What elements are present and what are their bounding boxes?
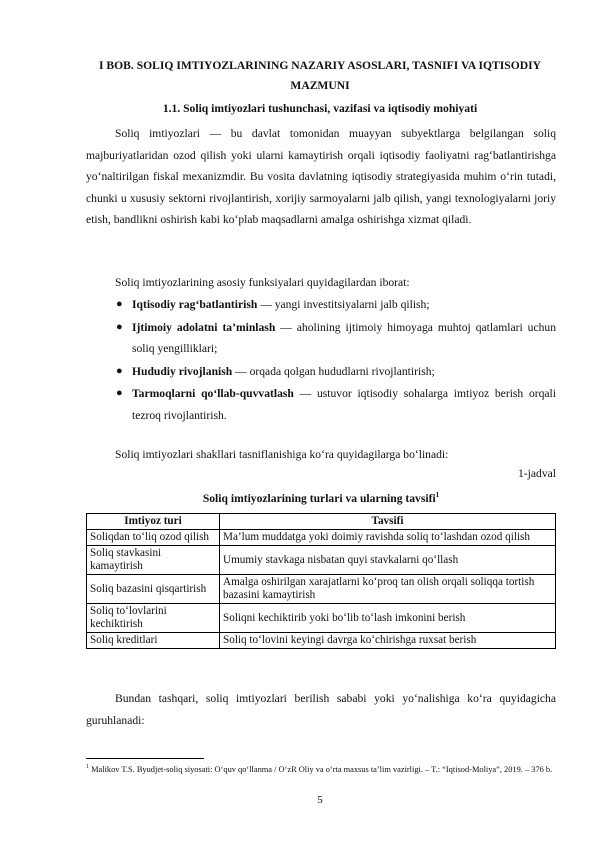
footnote-text: Malikov T.S. Byudjet-soliq siyosati: O‘quv qo‘llanma / O‘zR Oliy va o‘rta maxsus ta’lim vazirligi. – T.: “Iqtisod-Moliya”, 2019. – 376 b. <box>91 764 553 774</box>
footnote-ref: 1 <box>435 491 440 499</box>
table-cell: Soliqdan to‘liq ozod qilish <box>87 530 220 546</box>
functions-list <box>86 294 556 427</box>
table-title <box>86 487 556 507</box>
footnote <box>86 762 556 775</box>
table-row <box>87 575 556 604</box>
table-cell: Soliqni kechiktirib yoki bo‘lib to‘lash imkonini berish <box>220 604 556 633</box>
bullet-icon: ● <box>116 364 123 377</box>
chapter-title: I BOB. SOLIQ IMTIYOZLARINING NAZARIY ASOSLARI, TASNIFI VA IQTISODIY MAZMUNI <box>99 59 541 92</box>
table-title-text: Soliq imtiyozlarining turlari va ularning tavsifi <box>202 491 436 505</box>
table-cell: Soliq to‘lovlarini kechiktirish <box>87 604 220 633</box>
bullet-icon: ● <box>116 298 123 310</box>
page-number: 5 <box>317 794 323 806</box>
table-cell: Ma’lum muddatga yoki doimiy ravishda soliq to‘lashdan ozod qilish <box>220 530 556 546</box>
classification-intro: Soliq imtiyozlari shakllari tasniflanishiga ko‘ra quyidagilarga bo‘linadi: <box>115 448 449 461</box>
table-row <box>87 546 556 575</box>
table-cell: Soliq kreditlari <box>87 633 220 649</box>
list-item <box>86 383 556 426</box>
functions-intro: Soliq imtiyozlarining asosiy funksiyalari quyidagilardan iborat: <box>115 276 410 289</box>
list-item <box>86 361 556 383</box>
table-header-row <box>87 514 556 530</box>
function-desc: — aholining ijtimoiy himoyaga muhtoj qatlamlari uchun soliq yengilliklari; <box>132 320 556 355</box>
function-term: Iqtisodiy rag‘batlantirish <box>132 298 258 311</box>
bullet-icon: ● <box>116 320 123 333</box>
bullet-icon: ● <box>116 387 123 399</box>
function-term: Tarmoqlarni qo‘llab-quvvatlash <box>132 387 294 400</box>
section-title: 1.1. Soliq imtiyozlari tushunchasi, vazifasi va iqtisodiy mohiyati <box>162 102 478 115</box>
column-header: Tavsifi <box>220 514 556 530</box>
column-header: Imtiyoz turi <box>87 514 220 530</box>
footnote-divider <box>86 758 204 759</box>
list-item <box>86 294 556 316</box>
table-cell: Soliq to‘lovini keyingi davrga ko‘chirishga ruxsat berish <box>220 633 556 649</box>
function-desc: — orqada qolgan hududlarni rivojlantirish; <box>232 364 435 378</box>
table-row <box>87 604 556 633</box>
function-term: Ijtimoiy adolatni ta’minlash <box>132 320 276 334</box>
list-item <box>86 317 556 360</box>
table-row <box>87 633 556 649</box>
function-desc: — yangi investitsiyalarni jalb qilish; <box>257 298 430 311</box>
table-row <box>87 530 556 546</box>
table-number: 1-jadval <box>518 467 556 480</box>
table-cell: Soliq bazasini qisqartirish <box>87 575 220 604</box>
function-term: Hududiy rivojlanish <box>132 364 233 378</box>
intro-paragraph: Soliq imtiyozlari — bu davlat tomonidan muayyan subyektlarga belgilangan soliq majburiyatlaridan ozod qilish yoki ularni kamaytirish orqali iqtisodiy faoliyatni rag‘batlantirishga yo‘naltirilgan fiskal mexanizmdir. Bu vosita davlatning iqtisodiy strategiyasida muhim o‘rin tutadi, chunki u xususiy sektorni rivojlantirish, xorijiy sarmoyalarni jalb qilish, yangi texnologiyalarni joriy etish, bandlikni oshirish kabi ko‘plab maqsadlarni amalga oshirishga xizmat qiladi. <box>86 127 556 226</box>
function-desc: — ustuvor iqtisodiy sohalarga imtiyoz berish orqali tezroq rivojlantirish. <box>132 387 556 422</box>
table-cell: Amalga oshirilgan xarajatlarni ko‘proq tan olish orqali soliqqa tortish bazasini kamaytirish <box>220 575 556 604</box>
footnote-number: 1 <box>86 764 89 770</box>
closing-paragraph: Bundan tashqari, soliq imtiyozlari berilish sababi yoki yo‘nalishiga ko‘ra quyidagicha guruhlanadi: <box>86 692 556 727</box>
benefits-table <box>86 513 556 649</box>
table-cell: Soliq stavkasini kamaytirish <box>87 546 220 575</box>
table-cell: Umumiy stavkaga nisbatan quyi stavkalarni qo‘llash <box>220 546 556 575</box>
